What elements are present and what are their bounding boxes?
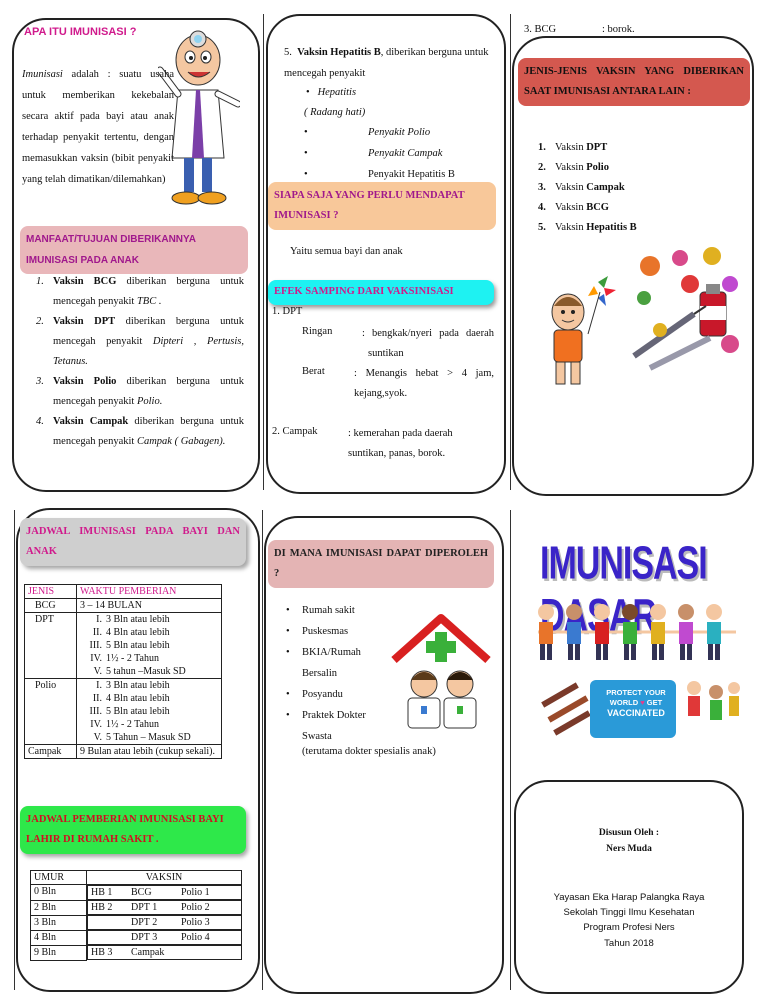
badge-get: GET: [646, 698, 663, 707]
vaksin-hb: HB 1: [91, 887, 113, 898]
vaccine-type-item: [538, 138, 738, 158]
schedule-dose: [80, 639, 218, 652]
table-row: [31, 930, 242, 945]
places-list: [284, 600, 388, 747]
place-item: • Posyandu: [284, 684, 388, 705]
dose-time: 4 Bln atau lebih: [106, 693, 170, 704]
dose-numeral: I.: [96, 614, 102, 625]
schedule-dose: [80, 718, 218, 731]
disease-bullet: •: [304, 127, 308, 138]
vaccine-number: 1.: [538, 142, 546, 153]
cell-umur: 9 Bln: [31, 945, 87, 960]
schedule-dose: [80, 705, 218, 718]
panel-credits: [514, 780, 744, 994]
child-figure: [538, 604, 554, 660]
table-header-row: [31, 871, 242, 885]
section-header-vaccine-types: JENIS-JENIS VAKSIN YANG DIBERIKAN SAAT IMUNISASI ANTARA LAIN :: [518, 58, 750, 106]
schedule-dose: [80, 652, 218, 665]
vaccine-prefix: Vaksin: [555, 182, 587, 193]
cell-vaksin: [87, 945, 242, 960]
cell-vaksin: [87, 900, 242, 915]
dose-time: 3 Bln atau lebih: [106, 680, 170, 691]
credits-school: Sekolah Tinggi Ilmu Kesehatan: [563, 907, 695, 918]
table-row: [25, 745, 222, 759]
benefit-vaccine: Vaksin DPT: [53, 316, 116, 327]
vaccine-name: DPT: [586, 142, 608, 153]
benefit-item: [36, 312, 244, 372]
cell-polio-times: [77, 679, 222, 745]
vaksin-hb: [91, 916, 131, 929]
schedule-dose: [80, 692, 218, 705]
benefit-vaccine: Vaksin BCG: [53, 276, 117, 287]
item5-number: 5.: [284, 47, 292, 58]
dose-time: 5 Bln atau lebih: [106, 640, 170, 651]
dose-time: 1½ - 2 Tahun: [106, 719, 159, 730]
vaccine-prefix: Vaksin: [555, 222, 587, 233]
vaccine-virus-illustration: [630, 244, 742, 374]
dose-time: 5 Tahun – Masuk SD: [106, 732, 191, 743]
dpt-label: 1. DPT: [272, 306, 303, 317]
item5-paragraph: [284, 42, 496, 84]
table-row: [31, 915, 242, 930]
berat-text: : Menangis hebat > 4 jam, kejang,syok.: [354, 368, 494, 399]
vaccine-name: Campak: [586, 182, 625, 193]
dose-time: 5 tahun –Masuk SD: [106, 666, 186, 677]
credits-by-label: Disusun Oleh :: [598, 828, 660, 838]
section-header-hospital-schedule: JADWAL PEMBERIAN IMUNISASI BAYI LAHIR DI RUMAH SAKIT .: [20, 806, 246, 854]
child-pinwheel-illustration: [546, 272, 616, 392]
cell-umur: 3 Bln: [31, 915, 87, 930]
dose-numeral: IV.: [90, 719, 102, 730]
vaksin-polio: Polio 3: [181, 917, 210, 928]
fold-divider-2: [510, 14, 511, 490]
dose-numeral: V.: [93, 666, 102, 677]
dose-numeral: I.: [96, 680, 102, 691]
section-header-benefits: MANFAAT/TUJUAN DIBERIKANNYA IMUNISASI PADA ANAK: [20, 226, 248, 274]
fold-divider-5: [510, 510, 511, 990]
vaksin-hb: [91, 931, 131, 944]
benefit-vaccine: Vaksin Polio: [53, 376, 117, 387]
cell-dpt-times: [77, 613, 222, 679]
hospital-schedule-table: [30, 870, 242, 961]
schedule-dose: [80, 679, 218, 692]
benefit-disease: Dipteri , Pertusis, Tetanus.: [53, 336, 244, 367]
cell-dpt: DPT: [25, 613, 77, 679]
vaccine-prefix: Vaksin: [555, 162, 587, 173]
section-header-side-effects: EFEK SAMPING DARI VAKSINISASI: [268, 280, 494, 305]
dose-time: 3 Bln atau lebih: [106, 614, 170, 625]
intro-text: adalah : suatu usaha untuk memberikan kekebalan secara aktif pada bayi atau anak terhadap penyakit tertentu, dengan memasukkan vaksin (bibit penyakit yang telah dimatikan/dilemahkan): [22, 69, 174, 185]
benefit-text: diberikan berguna untuk mencegah penyakit: [53, 416, 244, 447]
hep-label: Hepatitis: [317, 87, 357, 98]
schedule-dose: [80, 613, 218, 626]
col-umur-header: UMUR: [31, 871, 87, 885]
benefit-text: diberikan berguna untuk mencegah penyakit: [53, 276, 244, 307]
bcg-continued-label: 3. BCG: [524, 24, 557, 35]
benefit-text: diberikan berguna untuk mencegah penyakit: [53, 316, 244, 347]
campak-text: : kemerahan pada daerah suntikan, panas, borok.: [348, 428, 453, 459]
vaccine-type-item: [538, 198, 738, 218]
table-row: [25, 599, 222, 613]
campak-label: 2. Campak: [272, 426, 318, 437]
vaccine-name: Polio: [586, 162, 609, 173]
benefit-number: 4.: [36, 416, 44, 427]
vaccine-prefix: Vaksin: [555, 202, 587, 213]
vaccine-prefix: Vaksin: [555, 142, 587, 153]
disease-bullet: •: [304, 148, 308, 159]
hep-bullet: • Hepatitis: [306, 87, 357, 98]
vaccine-number: 3.: [538, 182, 546, 193]
dose-time: 5 Bln atau lebih: [106, 706, 170, 717]
benefit-vaccine: Vaksin Campak: [53, 416, 129, 427]
benefit-text: diberikan berguna untuk mencegah penyakit: [53, 376, 244, 407]
benefit-number: 2.: [36, 316, 44, 327]
table-row: [31, 945, 242, 960]
item5-text: , diberikan berguna untuk mencegah penyakit: [284, 47, 489, 79]
vaccine-number: 4.: [538, 202, 546, 213]
disease-campak: Penyakit Campak: [368, 148, 443, 159]
hep-note: ( Radang hati): [304, 107, 366, 118]
badge-line-2: [596, 698, 676, 708]
places-note: (terutama dokter spesialis anak): [302, 746, 436, 757]
campaign-badge-text: [596, 688, 676, 718]
benefit-disease: TBC .: [136, 296, 162, 307]
dose-numeral: V.: [93, 732, 102, 743]
cell-umur: 0 Bln: [31, 885, 87, 901]
table-header-row: [25, 585, 222, 599]
fold-divider-4: [262, 510, 263, 990]
dose-numeral: II.: [92, 693, 102, 704]
place-item: • Puskesmas: [284, 621, 388, 642]
cell-campak: Campak: [25, 745, 77, 759]
heart-icon: ♥: [640, 698, 645, 707]
vaksin-main: DPT 2: [131, 917, 158, 928]
vaccine-number: 2.: [538, 162, 546, 173]
table-row: [31, 885, 242, 901]
schedule-dose: [80, 626, 218, 639]
bcg-continued-text: : borok.: [602, 24, 635, 35]
vaksin-polio: Polio 1: [181, 887, 210, 898]
ringan-text: : bengkak/nyeri pada daerah suntikan: [362, 328, 494, 359]
vaksin-main: DPT 3: [131, 932, 158, 943]
table-row: [25, 613, 222, 679]
disease-polio: Penyakit Polio: [368, 127, 431, 138]
cell-umur: 2 Bln: [31, 900, 87, 915]
vaccine-schedule-table: [24, 584, 222, 759]
table-row: [25, 679, 222, 745]
cell-bcg: BCG: [25, 599, 77, 613]
vaccine-type-item: [538, 158, 738, 178]
benefit-item: [36, 272, 244, 312]
dose-numeral: III.: [89, 706, 102, 717]
intro-term: Imunisasi: [22, 69, 63, 80]
cell-bcg-time: 3 – 14 BULAN: [77, 599, 222, 613]
place-item: • Rumah sakit: [284, 600, 388, 621]
dose-numeral: II.: [92, 627, 102, 638]
credits-program: Program Profesi Ners: [583, 922, 675, 933]
place-item: • BKIA/Rumah Bersalin: [284, 642, 388, 684]
credits-author: Ners Muda: [606, 844, 652, 854]
credits-foundation: Yayasan Eka Harap Palangka Raya: [553, 892, 705, 903]
vaccine-type-list: [538, 138, 738, 238]
dose-numeral: III.: [89, 640, 102, 651]
cell-vaksin: [87, 885, 242, 900]
section-header-schedule: JADWAL IMUNISASI PADA BAYI DAN ANAK: [20, 518, 246, 566]
cell-campak-time: 9 Bulan atau lebih (cukup sekali).: [77, 745, 222, 759]
section-header-where: DI MANA IMUNISASI DAPAT DIPEROLEH ?: [268, 540, 494, 588]
section-header-who: SIAPA SAJA YANG PERLU MENDAPAT IMUNISASI ?: [268, 182, 496, 230]
col-jenis-header: JENIS: [25, 585, 77, 599]
benefit-list: [36, 272, 244, 452]
place-item: • Praktek Dokter Swasta: [284, 705, 388, 747]
berat-label: Berat: [302, 366, 325, 377]
schedule-dose: [80, 731, 218, 744]
cover-title-text: IMUNISASI: [540, 538, 707, 590]
credits-org: [514, 890, 744, 935]
cell-vaksin: [87, 930, 242, 945]
badge-line-4: VACCINATED: [607, 708, 665, 718]
vaksin-polio: Polio 4: [181, 932, 210, 943]
dose-time: 4 Bln atau lebih: [106, 627, 170, 638]
benefit-number: 1.: [36, 276, 44, 287]
credits-year: Tahun 2018: [604, 938, 654, 949]
benefit-disease: Campak ( Gabagen).: [136, 436, 226, 447]
col-waktu-header: WAKTU PEMBERIAN: [77, 585, 222, 599]
item5-name: Vaksin Hepatitis B: [297, 47, 381, 58]
vaksin-polio: Polio 2: [181, 902, 210, 913]
badge-line-1: PROTECT YOUR: [606, 688, 666, 697]
clinic-doctors-illustration: [388, 606, 494, 730]
col-vaksin-header: VAKSIN: [87, 871, 242, 885]
badge-world: WORLD: [609, 698, 639, 707]
vaksin-main: Campak: [131, 947, 165, 958]
children-holding-hands-illustration: [532, 598, 742, 664]
vaccine-type-item: [538, 178, 738, 198]
vaksin-main: DPT 1: [131, 902, 158, 913]
table-row: [31, 900, 242, 915]
benefit-disease: Polio.: [136, 396, 163, 407]
benefit-item: [36, 412, 244, 452]
section-header-what-is: APA ITU IMUNISASI ?: [24, 26, 137, 38]
disease-bullet: •: [304, 169, 308, 180]
vaksin-hb: HB 3: [91, 947, 113, 958]
fold-divider-1: [263, 14, 264, 490]
cell-vaksin: [87, 915, 242, 930]
schedule-dose: [80, 665, 218, 678]
vaccine-type-item: [538, 218, 738, 238]
dose-time: 1½ - 2 Tahun: [106, 653, 159, 664]
vaccine-number: 5.: [538, 222, 546, 233]
fold-divider-3: [14, 510, 15, 990]
who-text: Yaitu semua bayi dan anak: [290, 246, 403, 257]
ringan-label: Ringan: [302, 326, 333, 337]
dose-numeral: IV.: [90, 653, 102, 664]
cell-umur: 4 Bln: [31, 930, 87, 945]
vaksin-hb: HB 2: [91, 902, 113, 913]
disease-hepatitis: Penyakit Hepatitis B: [368, 169, 455, 180]
benefit-number: 3.: [36, 376, 44, 387]
vaccine-name: BCG: [586, 202, 609, 213]
benefit-item: [36, 372, 244, 412]
vaksin-main: BCG: [131, 887, 152, 898]
intro-paragraph: [22, 64, 174, 190]
vaccine-name: Hepatitis B: [586, 222, 637, 233]
cell-polio: Polio: [25, 679, 77, 745]
